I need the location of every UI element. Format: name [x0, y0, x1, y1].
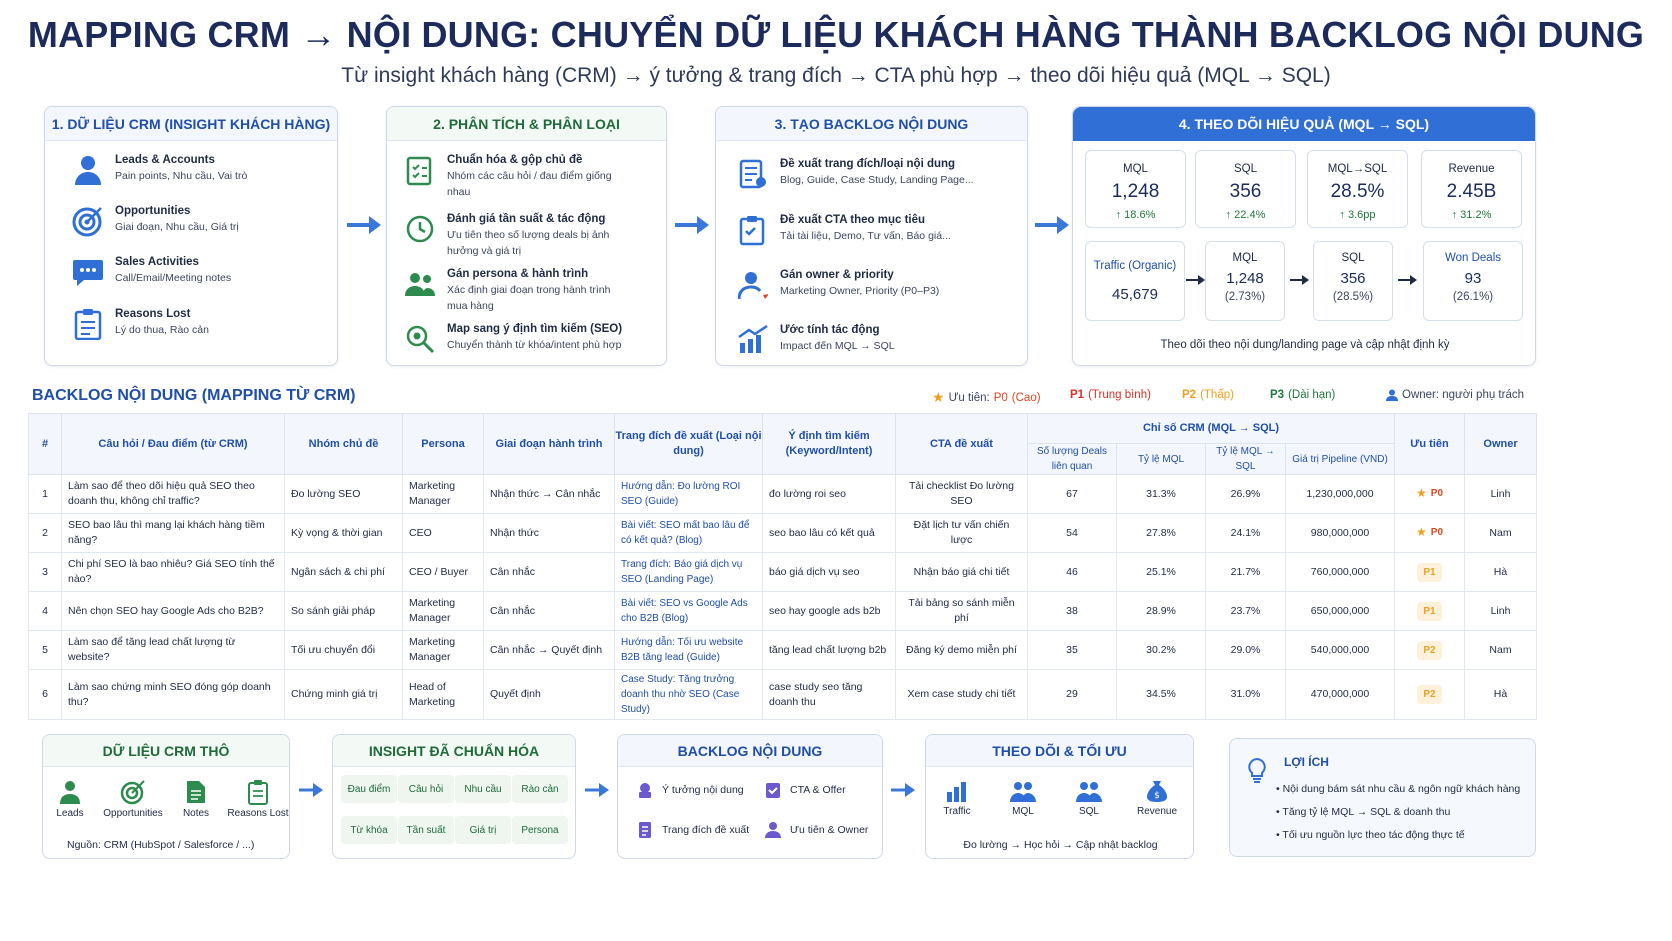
traffic-item: Traffic — [922, 779, 992, 817]
cell-persona: Marketing Manager — [403, 631, 484, 670]
insight-chip: Nhu cầu — [455, 775, 511, 803]
step3-item: Ước tính tác động Impact đến MQL → SQL — [736, 323, 895, 357]
cell-deals: 38 — [1028, 592, 1117, 631]
cell-owner: Linh — [1465, 475, 1537, 514]
raw-crm-card — [42, 734, 290, 859]
people-icon — [403, 267, 437, 301]
cell-cta: Đặt lịch tư vấn chiến lược — [896, 514, 1028, 553]
cell-mqlsql: 23.7% — [1206, 592, 1286, 631]
people-icon — [1010, 779, 1036, 803]
cell-pipeline: 540,000,000 — [1286, 631, 1395, 670]
cell-intent: case study seo tăng doanh thu — [763, 670, 896, 720]
cell-pipeline: 650,000,000 — [1286, 592, 1395, 631]
col-owner: Owner — [1465, 414, 1537, 475]
clipboard-icon — [247, 779, 269, 805]
clipboard-check-icon — [764, 781, 782, 799]
legend-p1: P1 (Trung bình) — [1070, 389, 1151, 401]
cell-landing[interactable]: Case Study: Tăng trưởng doanh thu nhờ SEO (Case Study) — [615, 670, 763, 720]
funnel-won: Won Deals 93 (26.1%) — [1423, 241, 1523, 321]
star-icon: ★ — [1416, 486, 1427, 500]
col-topic: Nhóm chủ đề — [285, 414, 403, 475]
person-icon — [58, 779, 82, 805]
col-question: Câu hỏi / Đau điểm (từ CRM) — [62, 414, 285, 475]
bar-chart-icon — [945, 779, 969, 803]
cell-n: 4 — [29, 592, 62, 631]
step2-card — [386, 106, 667, 366]
step3-title: 3. TẠO BACKLOG NỘI DUNG — [716, 107, 1027, 141]
cell-pri — [1395, 553, 1465, 592]
col-cta: CTA đề xuất — [896, 414, 1028, 475]
cell-topic: Kỳ vọng & thời gian — [285, 514, 403, 553]
cell-mql: 27.8% — [1117, 514, 1206, 553]
kpi-card: MQL→SQL 28.5% ↑ 3.6pp — [1307, 150, 1408, 228]
step4-card — [1072, 106, 1536, 366]
benefit-card — [1229, 738, 1536, 857]
cell-stage: Nhận thức → Cân nhắc — [484, 475, 615, 514]
table-row — [29, 631, 1537, 670]
opportunities-item: Opportunities — [98, 779, 168, 819]
benefit-item: • Tăng tỷ lệ MQL → SQL & doanh thu — [1276, 806, 1451, 818]
cell-intent: tăng lead chất lượng b2b — [763, 631, 896, 670]
track-title: THEO DÕI & TỐI ƯU — [926, 735, 1193, 767]
owner-icon — [764, 821, 782, 839]
cell-cta: Đăng ký demo miễn phí — [896, 631, 1028, 670]
col-mql: Tỷ lệ MQL — [1117, 444, 1206, 475]
cell-persona: Marketing Manager — [403, 475, 484, 514]
priority-badge: ★ P0 — [1416, 486, 1444, 500]
kpi-card: MQL 1,248 ↑ 18.6% — [1085, 150, 1186, 228]
mql-item: MQL — [988, 779, 1058, 817]
cell-q: SEO bao lâu thì mang lại khách hàng tiềm năng? — [62, 514, 285, 553]
raw-crm-source: Nguồn: CRM (HubSpot / Salesforce / ...) — [67, 839, 255, 851]
step1-item: Leads & Accounts Pain points, Nhu cầu, Vai trò — [71, 153, 247, 187]
table-row — [29, 553, 1537, 592]
cell-n: 6 — [29, 670, 62, 720]
cell-landing[interactable]: Bài viết: SEO mất bao lâu để có kết quả? (Blog) — [615, 514, 763, 553]
step2-item: Đánh giá tần suất & tác động Ưu tiên theo số lượng deals bị ảnh hưởng và giá trị — [403, 212, 627, 259]
cell-topic: Tối ưu chuyển đổi — [285, 631, 403, 670]
cell-pipeline: 980,000,000 — [1286, 514, 1395, 553]
funnel-traffic: Traffic (Organic) 45,679 — [1085, 241, 1185, 321]
backlog-summary-item: Ý tưởng nội dung — [636, 781, 744, 799]
cell-owner: Nam — [1465, 514, 1537, 553]
insight-chip: Đau điểm — [341, 775, 397, 803]
cell-pipeline: 470,000,000 — [1286, 670, 1395, 720]
lightbulb-icon — [1246, 757, 1268, 783]
backlog-summary-item: Ưu tiên & Owner — [764, 821, 868, 839]
cell-deals: 54 — [1028, 514, 1117, 553]
step3-card — [715, 106, 1028, 366]
step1-card — [44, 106, 338, 366]
arrow-right-icon — [1289, 271, 1311, 289]
step1-item: Sales Activities Call/Email/Meeting notes — [71, 255, 231, 289]
people-icon — [1076, 779, 1102, 803]
kpi-card: Revenue 2.45B ↑ 31.2% — [1421, 150, 1522, 228]
legend-owner: Owner: người phụ trách — [1386, 389, 1524, 401]
cell-landing[interactable]: Hướng dẫn: Đo lường ROI SEO (Guide) — [615, 475, 763, 514]
step1-item: Reasons Lost Lý do thua, Rào cản — [71, 307, 209, 341]
cell-mqlsql: 24.1% — [1206, 514, 1286, 553]
cell-pri — [1395, 592, 1465, 631]
arrow-right-icon — [673, 213, 713, 237]
cell-deals: 29 — [1028, 670, 1117, 720]
document-icon — [636, 821, 654, 839]
step3-item: Gán owner & priority Marketing Owner, Priority (P0–P3) — [736, 268, 939, 302]
chart-up-icon — [736, 323, 770, 357]
cell-pipeline: 760,000,000 — [1286, 553, 1395, 592]
backlog-summary-title: BACKLOG NỘI DUNG — [618, 735, 882, 767]
target-icon — [71, 204, 105, 238]
cell-landing[interactable]: Hướng dẫn: Tối ưu website B2B tăng lead (Guide) — [615, 631, 763, 670]
cell-mql: 31.3% — [1117, 475, 1206, 514]
insight-title: INSIGHT ĐÃ CHUẨN HÓA — [333, 735, 575, 767]
cell-intent: seo hay google ads b2b — [763, 592, 896, 631]
cell-pri — [1395, 670, 1465, 720]
raw-crm-title: DỮ LIỆU CRM THÔ — [43, 735, 289, 767]
step1-item: Opportunities Giai đoạn, Nhu cầu, Giá trị — [71, 204, 239, 238]
cell-owner: Nam — [1465, 631, 1537, 670]
cell-cta: Nhận báo giá chi tiết — [896, 553, 1028, 592]
col-stage: Giai đoạn hành trình — [484, 414, 615, 475]
cell-q: Làm sao chứng minh SEO đóng góp doanh thu? — [62, 670, 285, 720]
priority-badge: P1 — [1417, 602, 1441, 621]
cell-cta: Tải bảng so sánh miễn phí — [896, 592, 1028, 631]
cell-intent: đo lường roi seo — [763, 475, 896, 514]
insight-chip: Persona — [512, 816, 568, 844]
owner-icon — [736, 268, 770, 302]
arrow-right-icon — [1397, 271, 1419, 289]
revenue-item: $ Revenue — [1122, 779, 1192, 817]
cell-mql: 34.5% — [1117, 670, 1206, 720]
step2-item: Chuẩn hóa & gộp chủ đề Nhóm các câu hỏi / đau điểm giống nhau — [403, 153, 617, 200]
cell-pri — [1395, 514, 1465, 553]
legend-p2: P2 (Thấp) — [1182, 389, 1234, 401]
col-crm: Chỉ số CRM (MQL → SQL) — [1028, 414, 1395, 444]
step3-item: Đề xuất trang đích/loại nội dung Blog, Guide, Case Study, Landing Page... — [736, 157, 974, 191]
cell-n: 5 — [29, 631, 62, 670]
backlog-summary-item: Trang đích đề xuất — [636, 821, 749, 839]
arrow-right-icon — [890, 780, 916, 800]
person-icon — [71, 153, 105, 187]
cell-pri — [1395, 631, 1465, 670]
notes-item: Notes — [161, 779, 231, 819]
col-persona: Persona — [403, 414, 484, 475]
kpi-card: SQL 356 ↑ 22.4% — [1195, 150, 1296, 228]
document-icon — [736, 157, 770, 191]
search-gear-icon — [403, 322, 437, 356]
step1-title: 1. DỮ LIỆU CRM (INSIGHT KHÁCH HÀNG) — [45, 107, 337, 141]
cell-landing[interactable]: Trang đích: Báo giá dịch vụ SEO (Landing Page) — [615, 553, 763, 592]
person-icon — [1386, 389, 1398, 401]
chat-icon — [71, 255, 105, 289]
legend-p0: ★ Ưu tiên: P0 (Cao) — [932, 389, 1041, 405]
cell-persona: CEO — [403, 514, 484, 553]
cell-deals: 67 — [1028, 475, 1117, 514]
insight-chip: Rào cản — [512, 775, 568, 803]
cell-cta: Xem case study chi tiết — [896, 670, 1028, 720]
cell-q: Làm sao để tăng lead chất lượng từ website? — [62, 631, 285, 670]
cell-intent: báo giá dịch vụ seo — [763, 553, 896, 592]
cell-topic: Chứng minh giá trị — [285, 670, 403, 720]
arrow-right-icon — [345, 213, 385, 237]
backlog-summary-card — [617, 734, 883, 859]
star-icon: ★ — [932, 389, 945, 405]
backlog-title: BACKLOG NỘI DUNG (MAPPING TỪ CRM) — [32, 387, 356, 404]
insight-chip: Tần suất — [398, 816, 454, 844]
col-intent: Ý định tìm kiếm (Keyword/Intent) — [763, 414, 896, 475]
star-icon: ★ — [1416, 525, 1427, 539]
cell-mql: 25.1% — [1117, 553, 1206, 592]
col-priority: Ưu tiên — [1395, 414, 1465, 475]
track-flow: Đo lường → Học hỏi → Cập nhật backlog — [963, 839, 1158, 851]
col-mqlsql: Tỷ lệ MQL → SQL — [1206, 444, 1286, 475]
cell-intent: seo bao lâu có kết quả — [763, 514, 896, 553]
cell-persona: Head of Marketing — [403, 670, 484, 720]
cell-stage: Cân nhắc — [484, 553, 615, 592]
money-bag-icon — [1145, 779, 1169, 803]
cell-stage: Nhận thức — [484, 514, 615, 553]
cell-owner: Linh — [1465, 592, 1537, 631]
table-row — [29, 670, 1537, 720]
checklist-icon — [403, 153, 437, 187]
cell-mqlsql: 31.0% — [1206, 670, 1286, 720]
insight-chip: Giá trị — [455, 816, 511, 844]
benefit-item: • Nội dung bám sát nhu cầu & ngôn ngữ khách hàng — [1276, 783, 1521, 795]
insight-chip: Từ khóa — [341, 816, 397, 844]
cell-n: 1 — [29, 475, 62, 514]
cell-q: Làm sao để theo dõi hiệu quả SEO theo doanh thu, không chỉ traffic? — [62, 475, 285, 514]
cell-owner: Hà — [1465, 553, 1537, 592]
benefit-title: LỢI ÍCH — [1284, 755, 1329, 769]
cell-topic: Ngân sách & chi phí — [285, 553, 403, 592]
priority-badge: P2 — [1417, 641, 1441, 660]
cell-landing[interactable]: Bài viết: SEO vs Google Ads cho B2B (Blog) — [615, 592, 763, 631]
priority-badge: ★ P0 — [1416, 525, 1444, 539]
cell-deals: 35 — [1028, 631, 1117, 670]
col-landing: Trang đích đề xuất (Loại nội dung) — [615, 414, 763, 475]
cell-topic: So sánh giải pháp — [285, 592, 403, 631]
cell-stage: Cân nhắc — [484, 592, 615, 631]
funnel-mql: MQL 1,248 (2.73%) — [1205, 241, 1285, 321]
cell-mql: 28.9% — [1117, 592, 1206, 631]
priority-badge: P2 — [1417, 685, 1441, 704]
cell-mqlsql: 26.9% — [1206, 475, 1286, 514]
cell-mql: 30.2% — [1117, 631, 1206, 670]
sql-item: SQL — [1054, 779, 1124, 817]
step2-item: Map sang ý định tìm kiếm (SEO) Chuyển thành từ khóa/intent phù hợp — [403, 322, 622, 356]
page-subtitle: Từ insight khách hàng (CRM) → ý tưởng & trang đích → CTA phù hợp → theo dõi hiệu quả (MQL → SQL) — [341, 64, 1331, 87]
cell-deals: 46 — [1028, 553, 1117, 592]
idea-icon — [636, 781, 654, 799]
target-icon — [120, 779, 146, 805]
leads-item: Leads — [35, 779, 105, 819]
arrow-right-icon — [584, 780, 610, 800]
col-num: # — [29, 414, 62, 475]
insight-card — [332, 734, 576, 859]
cell-topic: Đo lường SEO — [285, 475, 403, 514]
backlog-table — [28, 413, 1537, 720]
clock-icon — [403, 212, 437, 246]
cell-pri — [1395, 475, 1465, 514]
step4-note: Theo dõi theo nội dung/landing page và cập nhật định kỳ — [1160, 339, 1450, 351]
insight-chip: Câu hỏi — [398, 775, 454, 803]
col-pipeline: Giá trị Pipeline (VND) — [1286, 444, 1395, 475]
funnel-sql: SQL 356 (28.5%) — [1313, 241, 1393, 321]
cell-q: Chi phí SEO là bao nhiêu? Giá SEO tính thế nào? — [62, 553, 285, 592]
arrow-right-icon — [1033, 213, 1073, 237]
step2-item: Gán persona & hành trình Xác định giai đoạn trong hành trình mua hàng — [403, 267, 627, 314]
cell-n: 2 — [29, 514, 62, 553]
step3-item: Đề xuất CTA theo mục tiêu Tải tài liệu, Demo, Tư vấn, Báo giá... — [736, 213, 951, 247]
col-deals: Số lượng Deals liên quan — [1028, 444, 1117, 475]
clipboard-check-icon — [736, 213, 770, 247]
table-row — [29, 514, 1537, 553]
priority-badge: P1 — [1417, 563, 1441, 582]
benefit-item: • Tối ưu nguồn lực theo tác động thực tế — [1276, 829, 1465, 841]
step2-title: 2. PHÂN TÍCH & PHÂN LOẠI — [387, 107, 666, 141]
cell-pipeline: 1,230,000,000 — [1286, 475, 1395, 514]
arrow-right-icon — [1185, 271, 1207, 289]
cell-stage: Cân nhắc → Quyết định — [484, 631, 615, 670]
cell-persona: Marketing Manager — [403, 592, 484, 631]
cell-owner: Hà — [1465, 670, 1537, 720]
cell-q: Nên chọn SEO hay Google Ads cho B2B? — [62, 592, 285, 631]
cell-cta: Tải checklist Đo lường SEO — [896, 475, 1028, 514]
clipboard-icon — [71, 307, 105, 341]
table-row — [29, 475, 1537, 514]
track-card — [925, 734, 1194, 859]
arrow-right-icon — [298, 780, 324, 800]
step4-title: 4. THEO DÕI HIỆU QUẢ (MQL → SQL) — [1073, 107, 1535, 141]
reasons-lost-item: Reasons Lost — [223, 779, 293, 819]
cell-stage: Quyết định — [484, 670, 615, 720]
cell-n: 3 — [29, 553, 62, 592]
table-row — [29, 592, 1537, 631]
backlog-summary-item: CTA & Offer — [764, 781, 846, 799]
notes-icon — [185, 779, 207, 805]
page-title: MAPPING CRM → NỘI DUNG: CHUYỂN DỮ LIỆU KHÁCH HÀNG THÀNH BACKLOG NỘI DUNG — [27, 14, 1645, 55]
svg-text:$: $ — [1154, 791, 1160, 801]
cell-mqlsql: 21.7% — [1206, 553, 1286, 592]
cell-persona: CEO / Buyer — [403, 553, 484, 592]
cell-mqlsql: 29.0% — [1206, 631, 1286, 670]
legend-p3: P3 (Dài hạn) — [1270, 389, 1336, 401]
